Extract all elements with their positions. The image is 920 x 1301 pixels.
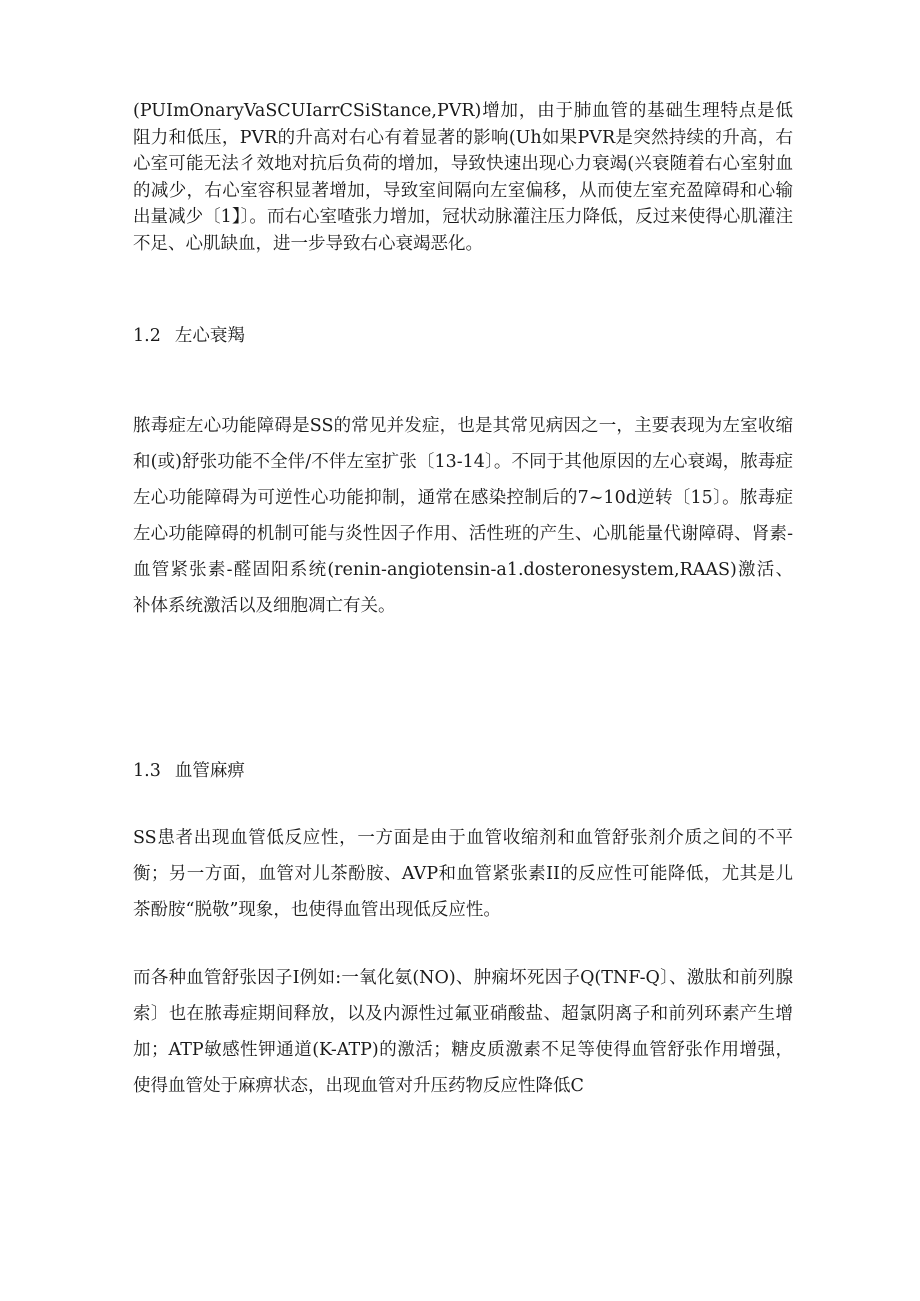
section-number: 1.3 — [133, 761, 161, 781]
section-heading-1-3 — [133, 757, 245, 782]
section-heading-1-2 — [133, 322, 245, 347]
vascular-paragraph-1: SS患者出现血管低反应性，一方面是由于血管收缩剂和血管舒张剂介质之间的不平衡；另一方面，血管对儿茶酚胺、AVP和血管紧张素II的反应性可能降低，尤其是儿茶酚胺“脱敬”现象，也使得血管出现低反应性。 — [133, 828, 793, 920]
vascular-paragraph-2: 而各种血管舒张因子I例如:一氧化氨(NO)、肿痫坏死因子Q(TNF-Q〕、激肽和前列腺索〕也在脓毒症期间释放，以及内源性过氟亚硝酸盐、超氯阴离子和前列环素产生增加；ATP敏感性钾通道(K-ATP)的激活；糖皮质激素不足等使得血管舒张作用增强，使得血管处于麻痹状态，出现血管对升压药物反应性降低C — [133, 968, 793, 1096]
intro-paragraph: (PUImOnaryVaSCUIarrCSiStance,PVR)增加，由于肺血管的基础生理特点是低阻力和低压，PVR的升高对右心有着显著的影响(Uh如果PVR是突然持续的升高，右心室可能无法彳效地对抗后负荷的增加，导致快速出现心力衰竭(兴衰随着右心室射血的减少，右心室容积显著增加，导致室间隔向左室偏移，从而使左室充盈障碍和心输出量减少〔1】〕。而右心室喳张力增加，冠状动脉灌注压力降低，反过来使得心肌灌注不足、心肌缺血，进一步导致右心衰竭恶化。 — [133, 101, 793, 254]
section-title: 左心衰羯 — [174, 326, 245, 346]
section-number: 1.2 — [133, 326, 161, 346]
section-title: 血管麻痹 — [174, 761, 245, 781]
left-heart-paragraph: 脓毒症左心功能障碍是SS的常见并发症，也是其常见病因之一，主要表现为左室收缩和(或)舒张功能不全伴/不伴左室扩张〔13-14〕。不同于其他原因的左心衰竭，脓毒症左心功能障碍为可逆性心功能抑制，通常在感染控制后的7~10d逆转〔15〕。脓毒症左心功能障碍的机制可能与炎性因子作用、活性班的产生、心肌能量代谢障碍、肾素-血管紧张素-醛固阳系统(renin-angiotensin-a1.dosteronesystem,RAAS)激活、补体系统激活以及细胞凋亡有关。 — [133, 416, 793, 616]
